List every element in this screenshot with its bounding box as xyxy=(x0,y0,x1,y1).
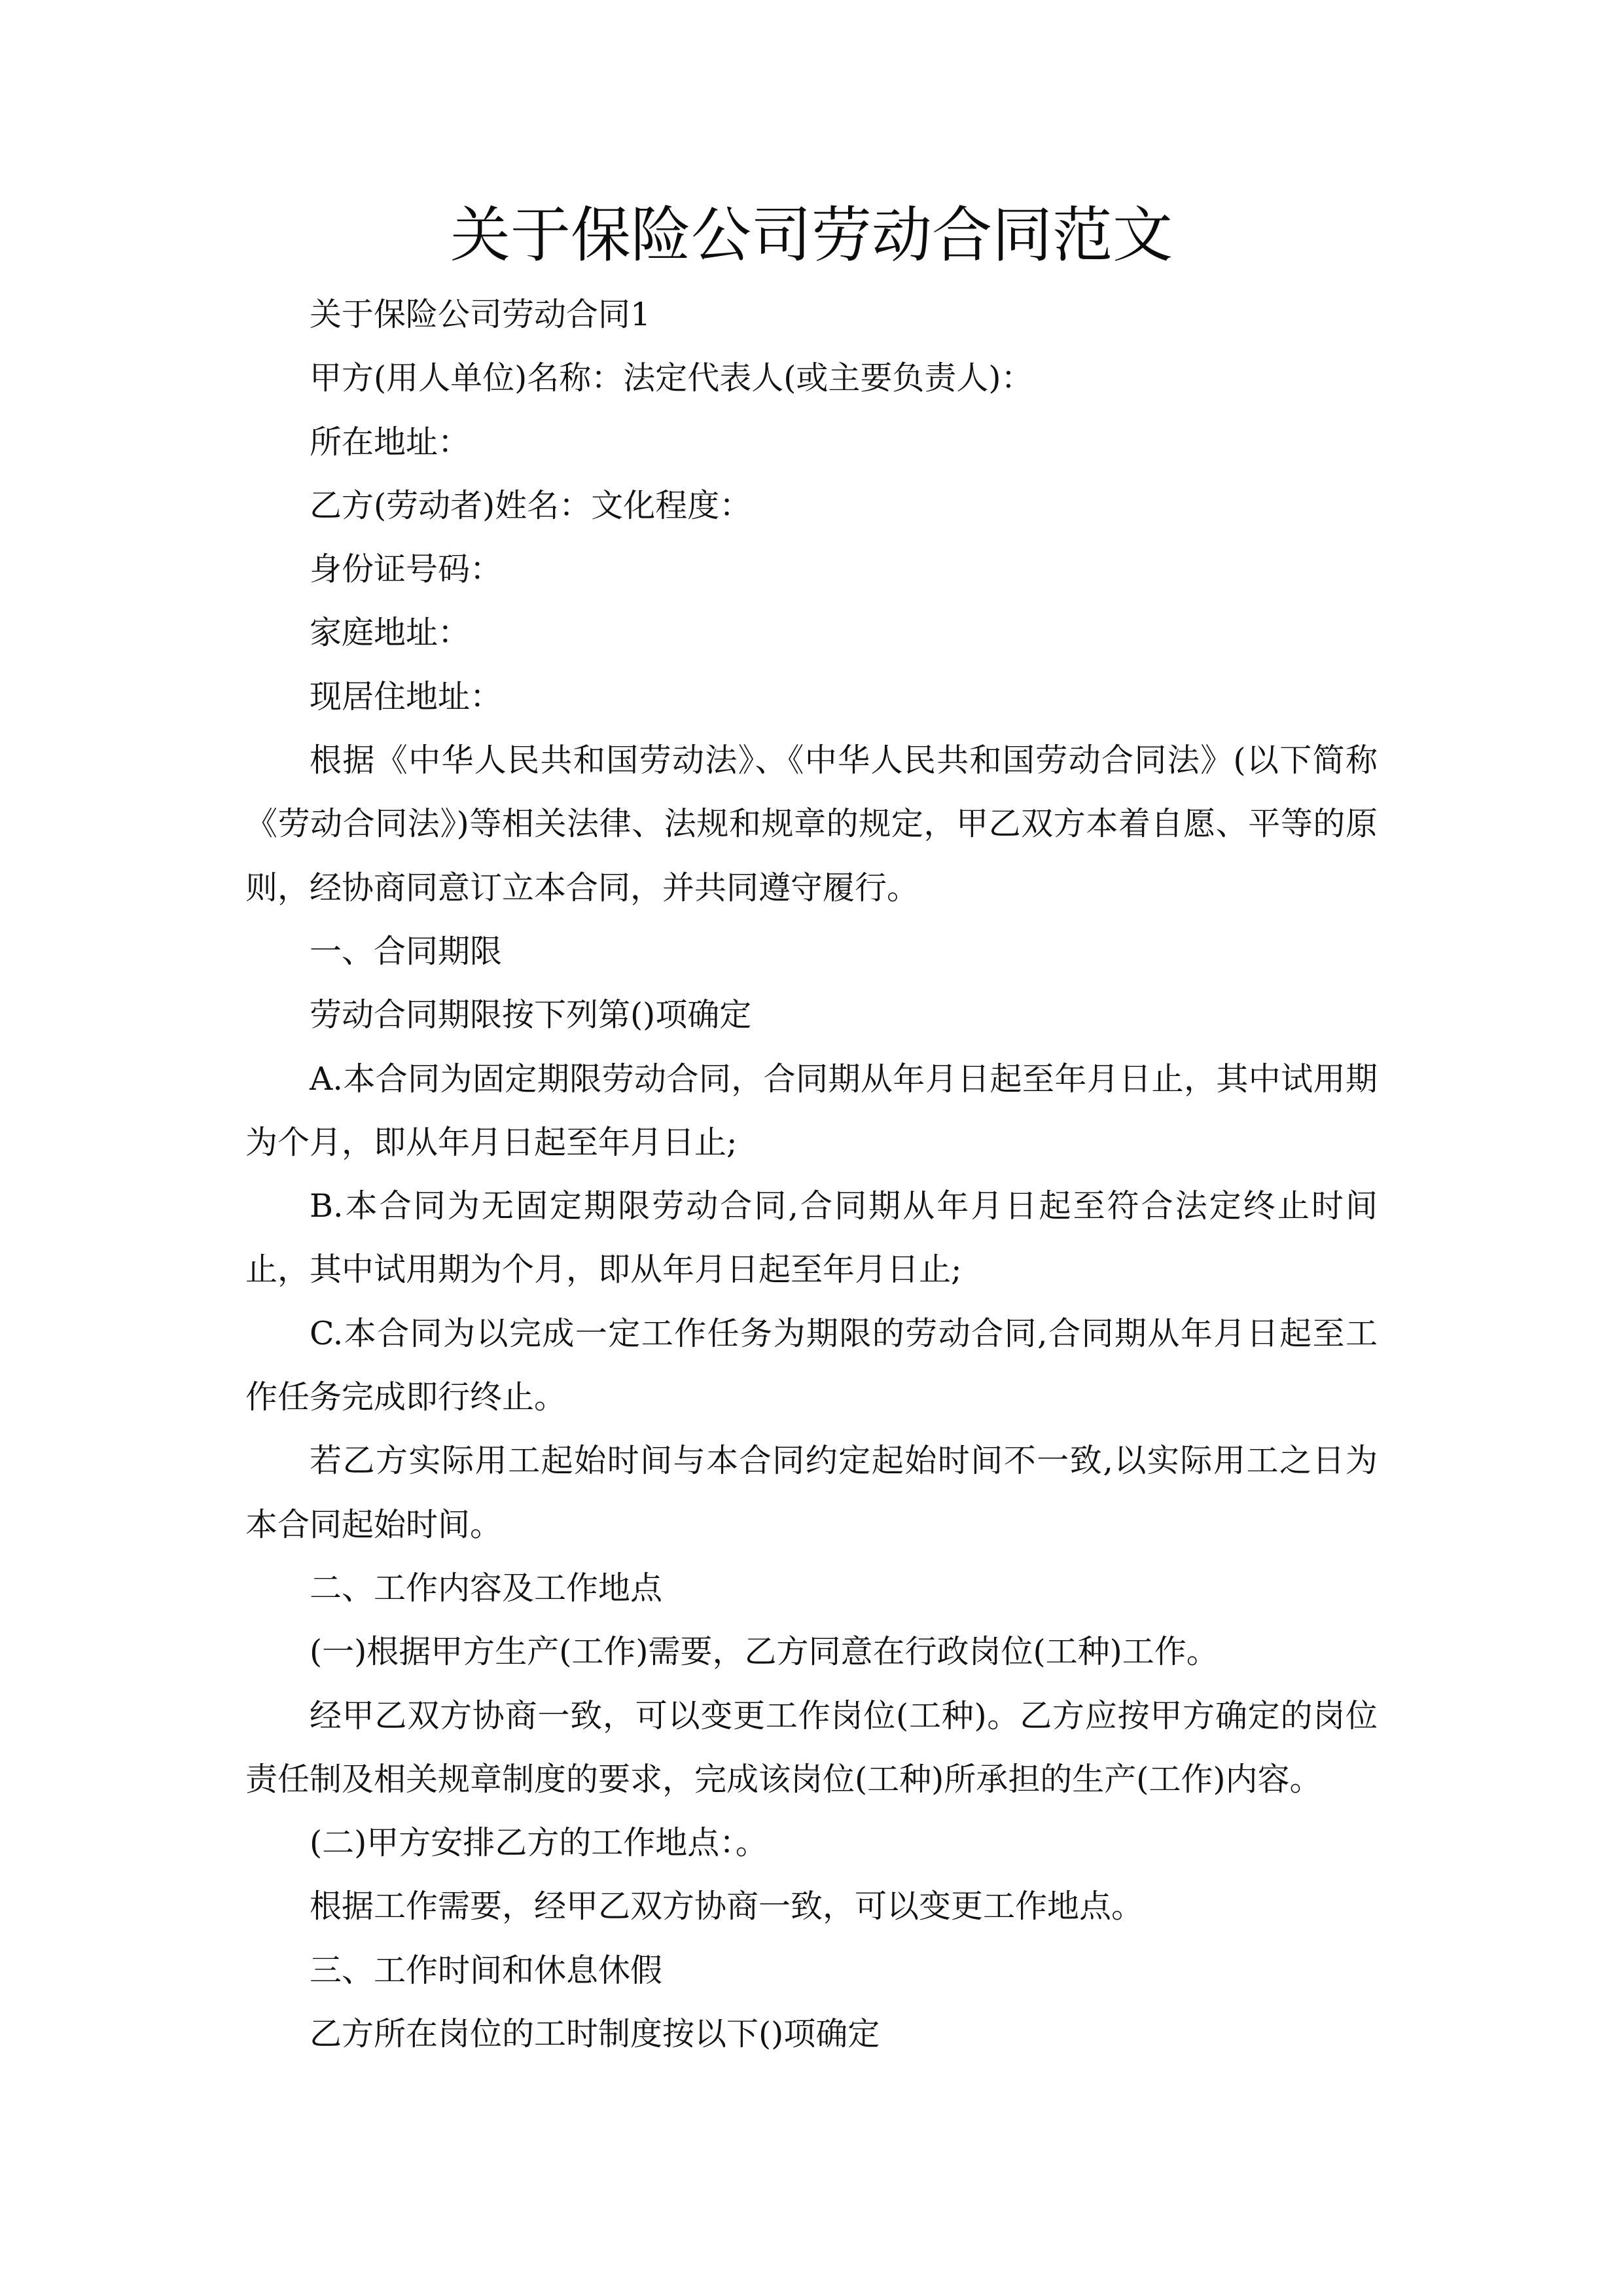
id-number-field: 身份证号码： xyxy=(310,550,503,588)
section-heading-term: 一、合同期限 xyxy=(310,932,503,970)
work-location-paragraph: (二)甲方安排乙方的工作地点：。 xyxy=(310,1824,768,1862)
section-heading-working-hours: 三、工作时间和休息休假 xyxy=(310,1951,663,1989)
start-date-paragraph: 若乙方实际用工起始时间与本合同约定起始时间不一致,以实际用工之日为本合同起始时间。 xyxy=(245,1442,1378,1543)
party-a-address-field: 所在地址： xyxy=(310,423,471,461)
document-body xyxy=(245,283,1378,2066)
working-hours-intro-paragraph: 乙方所在岗位的工时制度按以下()项确定 xyxy=(310,2015,880,2053)
party-a-field: 甲方(用人单位)名称：法定代表人(或主要负责人)： xyxy=(310,359,1033,397)
work-position-paragraph: (一)根据甲方生产(工作)需要，乙方同意在行政岗位(工种)工作。 xyxy=(310,1633,1219,1671)
section-subtitle: 关于保险公司劳动合同1 xyxy=(310,296,651,333)
term-intro-paragraph: 劳动合同期限按下列第()项确定 xyxy=(310,996,752,1034)
document-title: 关于保险公司劳动合同范文 xyxy=(450,200,1173,270)
term-option-a: A.本合同为固定期限劳动合同，合同期从年月日起至年月日止，其中试用期为个月，即从年月日起至年月日止; xyxy=(245,1060,1378,1161)
position-change-paragraph: 经甲乙双方协商一致，可以变更工作岗位(工种)。乙方应按甲方确定的岗位责任制及相关规章制度的要求，完成该岗位(工种)所承担的生产(工作)内容。 xyxy=(245,1696,1378,1798)
section-heading-work-content: 二、工作内容及工作地点 xyxy=(310,1569,663,1607)
term-option-b: B.本合同为无固定期限劳动合同,合同期从年月日起至符合法定终止时间止，其中试用期为个月，即从年月日起至年月日止; xyxy=(245,1187,1378,1289)
current-address-field: 现居住地址： xyxy=(310,677,503,715)
term-option-c: C.本合同为以完成一定工作任务为期限的劳动合同,合同期从年月日起至工作任务完成即行终止。 xyxy=(245,1314,1378,1416)
home-address-field: 家庭地址： xyxy=(310,614,471,652)
party-b-field: 乙方(劳动者)姓名：文化程度： xyxy=(310,486,752,524)
location-change-paragraph: 根据工作需要，经甲乙双方协商一致，可以变更工作地点。 xyxy=(310,1888,1144,1926)
preamble-paragraph: 根据《中华人民共和国劳动法》、《中华人民共和国劳动合同法》(以下简称《劳动合同法》)等相关法律、法规和规章的规定，甲乙双方本着自愿、平等的原则，经协商同意订立本合同，并共同遵守履行。 xyxy=(245,742,1378,906)
